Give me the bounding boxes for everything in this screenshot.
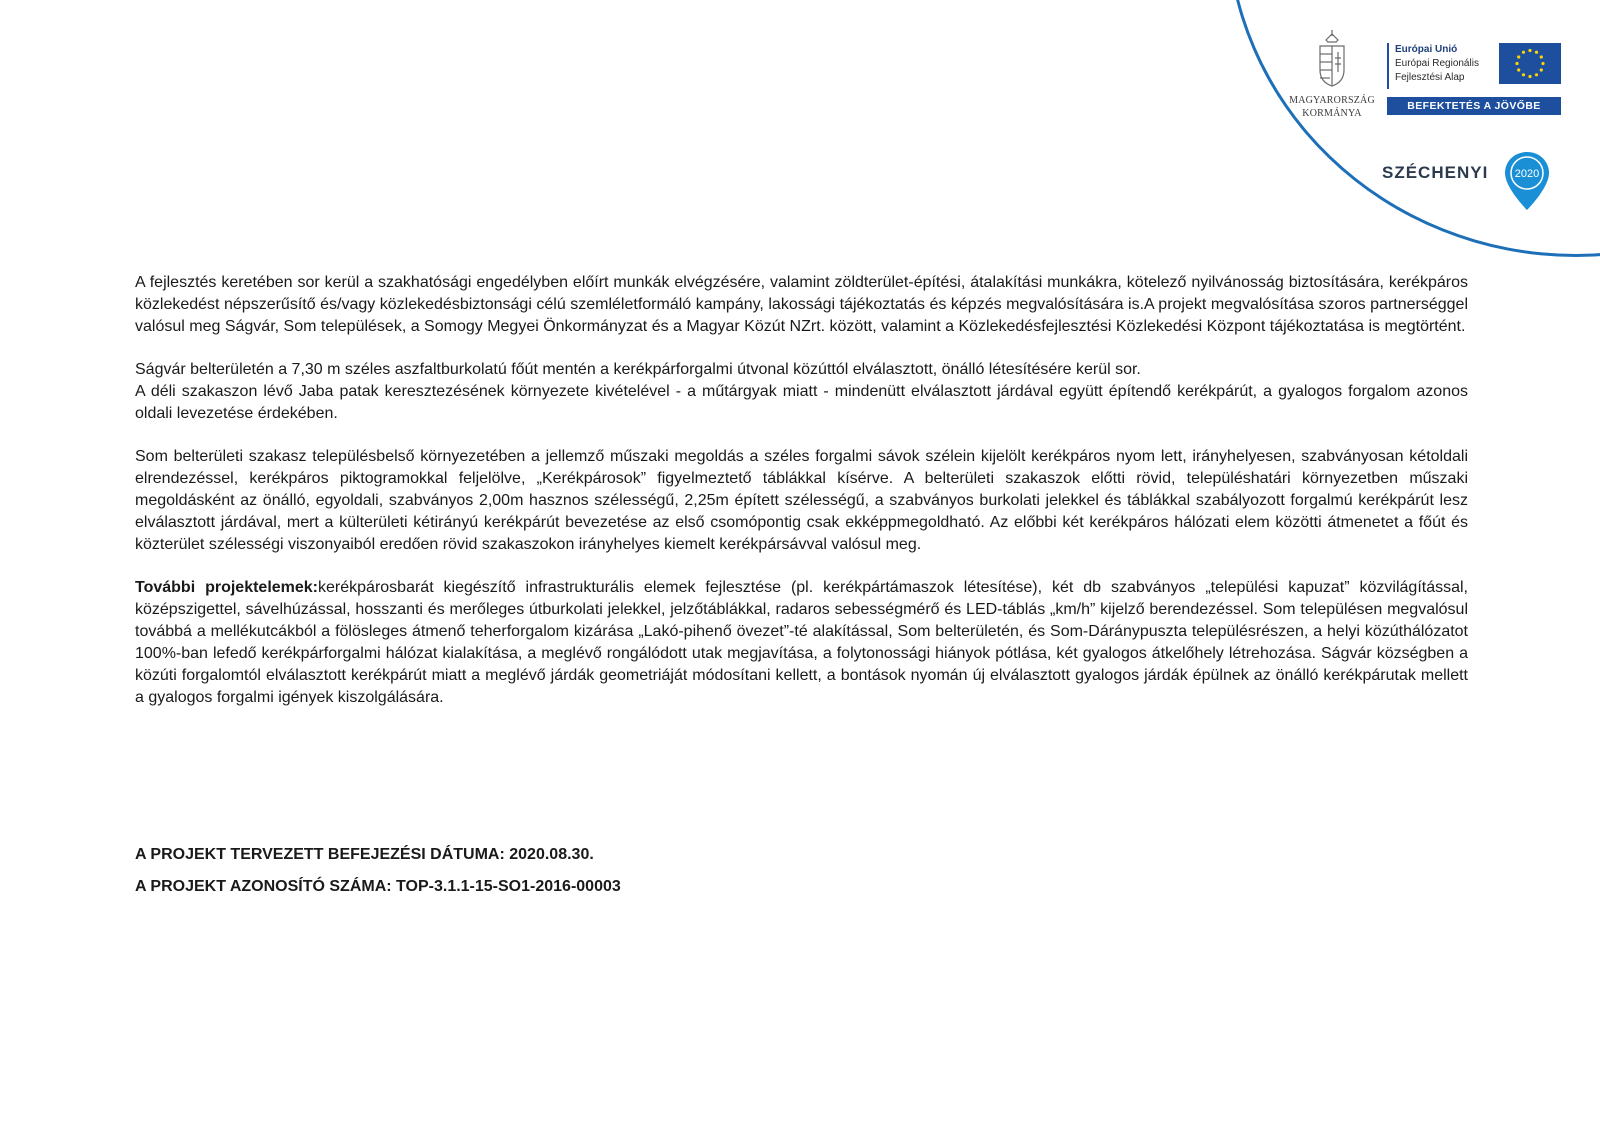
eu-flag-icon <box>1499 43 1561 84</box>
government-name-line2: KORMÁNYA <box>1302 108 1362 119</box>
government-name-line1: MAGYARORSZÁG <box>1289 95 1375 106</box>
szechenyi-year-label: 2020 <box>1514 168 1540 180</box>
further-elements-heading: További projektelemek: <box>135 579 319 596</box>
eu-fund-name-label: Fejlesztési Alap <box>1395 72 1465 83</box>
paragraph-sagvar <box>135 359 1468 425</box>
coat-of-arms-icon <box>1316 30 1348 88</box>
further-elements-text: kerékpárosbarát kiegészítő infrastrukturális elemek fejlesztése (pl. kerékpártámaszok létesítése), két db szabványos „települési kapuzat” közvilágítással, középszigettel, sávelhúzással, hosszanti és merőleges útburkolati jelekkel, jelzőtáblákkal, radaros sebességmérő és LED-táblás „km/h” kijelző berendezéssel. Som településen megvalósul továbbá a mellékutcákból a fölösleges átmenő teherforgalom kizárása „Lakó-pihenő övezet”-té alakítással, Som belterületén, és Som-Dáránypuszta településrészen, a helyi közúthálózatot 100%-ban lefedő kerékpárforgalmi hálózat kialakítása, a meglévő rongálódott utak megjavítása, a folytonossági hiányok pótlása, két gyalogos átkelőhely létrehozása. Ságvár községben a közúti forgalomtól elválasztott kerékpárút miatt a meglévő járdák geometriáját módosítani kellett, a bontások nyomán új elválasztott gyalogos járdák épülnek az önálló kerékpárutak mellett a gyalogos forgalmi igények kiszolgálására. <box>135 579 1469 706</box>
eu-regional-label: Európai Regionális <box>1395 58 1479 69</box>
paragraph-further-elements <box>135 577 1468 709</box>
eu-union-label: Európai Unió <box>1395 44 1458 55</box>
project-id: A PROJEKT AZONOSÍTÓ SZÁMA: TOP-3.1.1-15-SO1-2016-00003 <box>135 878 621 895</box>
project-description <box>135 272 1468 730</box>
szechenyi-2020-pin-icon <box>1503 150 1551 212</box>
hungarian-government-logo <box>1286 30 1378 119</box>
szechenyi-logo-text: SZÉCHENYI <box>1382 163 1489 182</box>
eu-fund-label <box>1387 43 1499 89</box>
header-decorative-arc <box>1226 0 1600 257</box>
paragraph-som: Som belterületi szakasz településbelső környezetében a jellemző műszaki megoldás a széles forgalmi sávok szélein kijelölt kerékpáros nyom lett, irányhelyesen, szabványosan kétoldali elrendezéssel, kerékpáros piktogramokkal feljelölve, „Kerékpárosok” figyelmeztető táblákkal kísérve. A belterületi szakaszok előtti rövid, településhatári környezetben műszaki megoldásként az önálló, egyoldali, szabványos 2,00m hasznos szélességű, 2,25m épített szélességű, a szabványos burkolati jelekkel és táblákkal szabályozott forgalmú kerékpárút lesz elválasztott járdával, mert a külterületi kétirányú kerékpárút bevezetése az első csomópontig csak ekképpmegoldható. Az előbbi két kerékpáros hálózati elem közötti átmenetet a főút és közterület szélességi viszonyaiból eredően rövid szakaszokon irányhelyes kiemelt kerékpársávval valósul meg. <box>135 448 1468 553</box>
completion-date: A PROJEKT TERVEZETT BEFEJEZÉSI DÁTUMA: 2020.08.30. <box>135 846 594 863</box>
paragraph-partnership: A fejlesztés keretében sor kerül a szakhatósági engedélyben előírt munkák elvégzésére, valamint zöldterület-építési, átalakítási munkákra, kötelező nyilvánosság biztosítására, kerékpáros közlekedést népszerűsítő és/vagy közlekedésbiztonsági célú szemléletformáló kampány, lakossági tájékoztatás és képzés megvalósítására is.A projekt megvalósítása szoros partnerséggel valósul meg Ságvár, Som települések, a Somogy Megyei Önkormányzat és a Magyar Közút NZrt. között, valamint a Közlekedésfejlesztési Közlekedési Központ tájékoztatása is megtörtént. <box>135 274 1468 335</box>
sagvar-south-section-text: A déli szakaszon lévő Jaba patak keresztezésének környezete kivételével - a műtárgyak miatt - mindenütt elválasztott járdával együtt építendő kerékpárút, a gyalogos forgalom azonos oldali levezetése érdekében. <box>135 383 1468 422</box>
sagvar-main-road-text: Ságvár belterületén a 7,30 m széles aszfaltburkolatú főút mentén a kerékpárforgalmi útvonal közúttól elválasztott, önálló létesítésére kerül sor. <box>135 361 1141 378</box>
invest-in-future-banner: BEFEKTETÉS A JÖVŐBE <box>1387 97 1561 115</box>
